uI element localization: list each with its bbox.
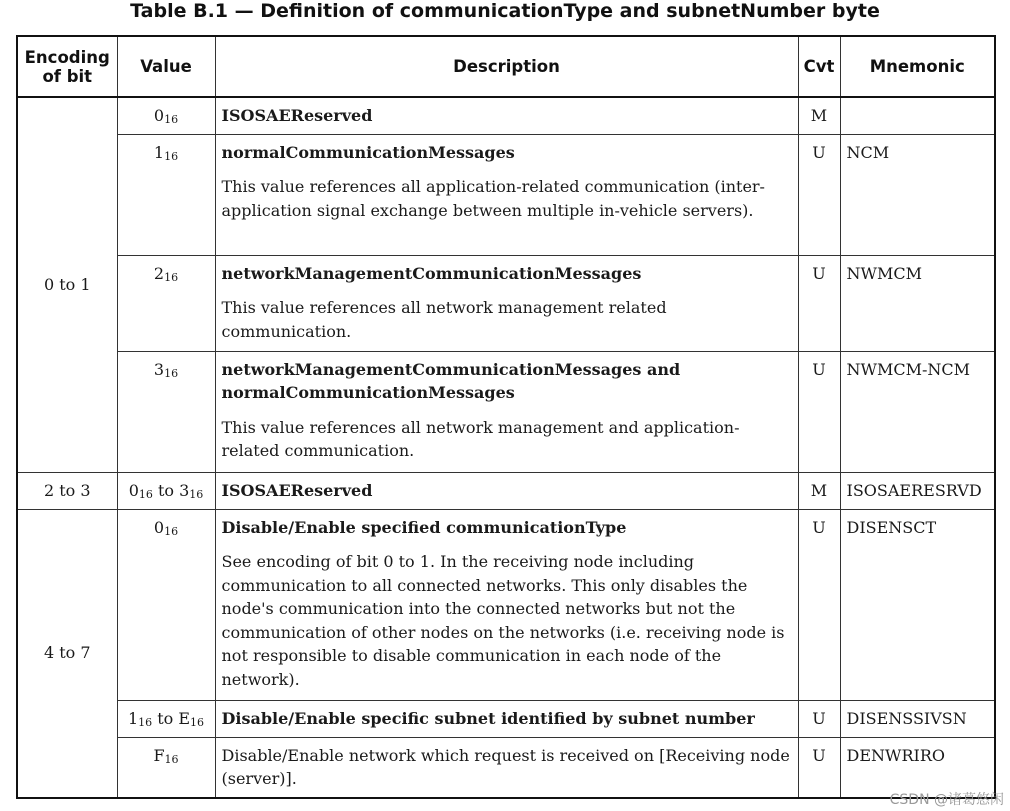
encoding-cell: 2 to 3 [17, 472, 117, 509]
description-name: ISOSAEReserved [221, 106, 373, 125]
cvt-cell: U [798, 509, 840, 700]
description-name: Disable/Enable specific subnet identified by subnet number [221, 708, 755, 728]
mnemonic-cell: DISENSCT [840, 509, 995, 700]
description-cell [215, 97, 798, 134]
value-cell: $0_{16}$ [117, 509, 215, 700]
description-name: networkManagementCommunicationMessages and normalCommunicationMessages [221, 359, 681, 402]
value-cell: $1_{16}$ [117, 134, 215, 255]
value-cell: $0_{16}$ to $3_{16}$ [117, 472, 215, 509]
description-text: This value references all application-related communication (inter-application signal exchange between multiple in-vehicle servers). [221, 177, 765, 220]
description-cell [215, 351, 798, 472]
header-row [17, 36, 995, 97]
header-encoding: Encoding of bit [17, 36, 117, 97]
cvt-cell: U [798, 255, 840, 351]
description-text: Disable/Enable network which request is received on [Receiving node (server)]. [221, 745, 790, 788]
table-row [17, 351, 995, 472]
table-row [17, 255, 995, 351]
description-name: ISOSAEReserved [221, 480, 373, 500]
table-row [17, 737, 995, 798]
table-title: Table B.1 — Definition of communicationType and subnetNumber byte [130, 0, 880, 22]
value-cell: $3_{16}$ [117, 351, 215, 472]
cvt-cell: U [798, 134, 840, 255]
table-row [17, 97, 995, 134]
mnemonic-cell: NCM [840, 134, 995, 255]
table-row [17, 472, 995, 509]
mnemonic-cell: DENWRIRO [840, 737, 995, 798]
definition-table [16, 35, 996, 799]
header-mnemonic: Mnemonic [840, 36, 995, 97]
table-row [17, 509, 995, 700]
description-name: normalCommunicationMessages [221, 142, 515, 162]
description-cell [215, 134, 798, 255]
cvt-cell: M [798, 472, 840, 509]
mnemonic-cell: NWMCM-NCM [840, 351, 995, 472]
header-value: Value [117, 36, 215, 97]
description-text: This value references all network management related communication. [221, 298, 667, 341]
description-text: This value references all network management and application-related communication. [221, 417, 740, 460]
mnemonic-cell: NWMCM [840, 255, 995, 351]
encoding-cell: 4 to 7 [17, 509, 117, 798]
encoding-cell: 0 to 1 [17, 97, 117, 472]
header-cvt: Cvt [798, 36, 840, 97]
mnemonic-cell [840, 97, 995, 134]
value-cell: $0_{16}$ [117, 97, 215, 134]
cvt-cell: M [798, 97, 840, 134]
cvt-cell: U [798, 737, 840, 798]
cvt-cell: U [798, 351, 840, 472]
cvt-cell: U [798, 700, 840, 737]
value-cell: $1_{16}$ to $E_{16}$ [117, 700, 215, 737]
description-cell [215, 737, 798, 798]
description-cell [215, 472, 798, 509]
description-name: Disable/Enable specified communicationType [221, 517, 627, 537]
description-name: networkManagementCommunicationMessages [221, 263, 642, 283]
mnemonic-cell: ISOSAERESRVD [840, 472, 995, 509]
table-row [17, 134, 995, 255]
description-cell [215, 255, 798, 351]
mnemonic-cell: DISENSSIVSN [840, 700, 995, 737]
table-row [17, 700, 995, 737]
value-cell: $2_{16}$ [117, 255, 215, 351]
description-text: See encoding of bit 0 to 1. In the receiving node including communication to all connected networks. This only disables the node's communication into the connected networks but not the communication of other nodes on the networks (i.e. receiving node is not responsible to disable communication in each node of the network). [221, 552, 785, 689]
header-description: Description [215, 36, 798, 97]
watermark: CSDN @诸葛悠闲 [889, 792, 1004, 808]
value-cell: $F_{16}$ [117, 737, 215, 798]
description-cell [215, 700, 798, 737]
description-cell [215, 509, 798, 700]
